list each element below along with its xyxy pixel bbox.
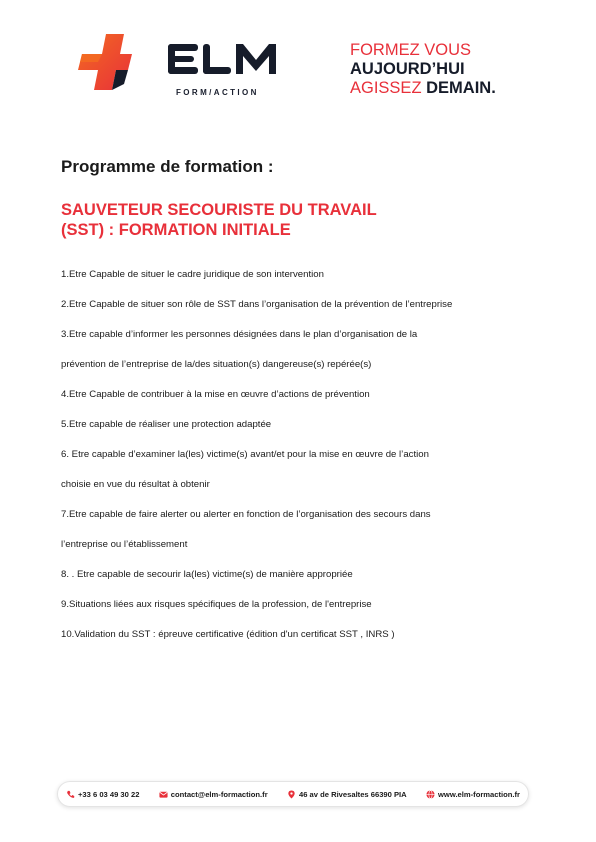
list-item: 7.Etre capable de faire alerter ou alerter en fonction de l’organisation des secours dans xyxy=(61,509,431,520)
mail-icon xyxy=(159,790,168,799)
slogan-line-3 xyxy=(350,79,496,98)
course-title-line-2: (SST) : FORMATION INITIALE xyxy=(61,221,291,239)
slogan-line-1: FORMEZ VOUS xyxy=(350,41,472,59)
slogan xyxy=(350,41,496,98)
slogan-line-2: AUJOURD’HUI xyxy=(350,60,465,78)
list-item: 1.Etre Capable de situer le cadre juridique de son intervention xyxy=(61,269,324,280)
elm-logo xyxy=(76,34,306,100)
postal-address: 46 av de Rivesaltes 66390 PIA xyxy=(299,789,407,799)
email-address: contact@elm-formaction.fr xyxy=(170,789,268,799)
objectives-list xyxy=(61,266,541,656)
course-title-line-1: SAUVETEUR SECOURISTE DU TRAVAIL xyxy=(61,201,377,219)
footer-email[interactable] xyxy=(159,790,268,799)
list-item: l’entreprise ou l’établissement xyxy=(61,539,188,550)
footer-address xyxy=(287,790,407,799)
list-item: 5.Etre capable de réaliser une protection adaptée xyxy=(61,419,272,430)
list-item: 8. . Etre capable de secourir la(les) victime(s) de manière appropriée xyxy=(61,569,353,580)
header xyxy=(0,0,596,120)
logo-subtitle: FORM/ACTION xyxy=(176,88,259,97)
list-item: 4.Etre Capable de contribuer à la mise en œuvre d’actions de prévention xyxy=(61,389,370,400)
list-item: 3.Etre capable d’informer les personnes désignées dans le plan d’organisation de la xyxy=(61,329,418,340)
phone-number: +33 6 03 49 30 22 xyxy=(78,789,140,799)
list-item: 9.Situations liées aux risques spécifiques de la profession, de l'entreprise xyxy=(61,599,372,610)
footer-website[interactable] xyxy=(426,790,520,799)
website-url: www.elm-formaction.fr xyxy=(438,789,520,799)
contact-footer xyxy=(57,781,529,807)
list-item: 2.Etre Capable de situer son rôle de SST dans l’organisation de la prévention de l’entreprise xyxy=(61,299,453,310)
globe-icon xyxy=(426,790,435,799)
phone-icon xyxy=(66,790,75,799)
list-item: prévention de l’entreprise de la/des situation(s) dangereuse(s) repérée(s) xyxy=(61,359,372,370)
list-item: choisie en vue du résultat à obtenir xyxy=(61,479,210,490)
course-title xyxy=(61,200,377,240)
footer-phone[interactable] xyxy=(66,790,139,799)
list-item: 10.Validation du SST : épreuve certificative (édition d'un certificat SST , INRS ) xyxy=(61,629,395,640)
slogan-line-3-a: AGISSEZ xyxy=(350,79,427,97)
slogan-line-3-b: DEMAIN. xyxy=(426,79,496,97)
location-pin-icon xyxy=(287,790,296,799)
section-title: Programme de formation : xyxy=(61,157,274,176)
list-item: 6. Etre capable d’examiner la(les) victime(s) avant/et pour la mise en œuvre de l’action xyxy=(61,449,429,460)
